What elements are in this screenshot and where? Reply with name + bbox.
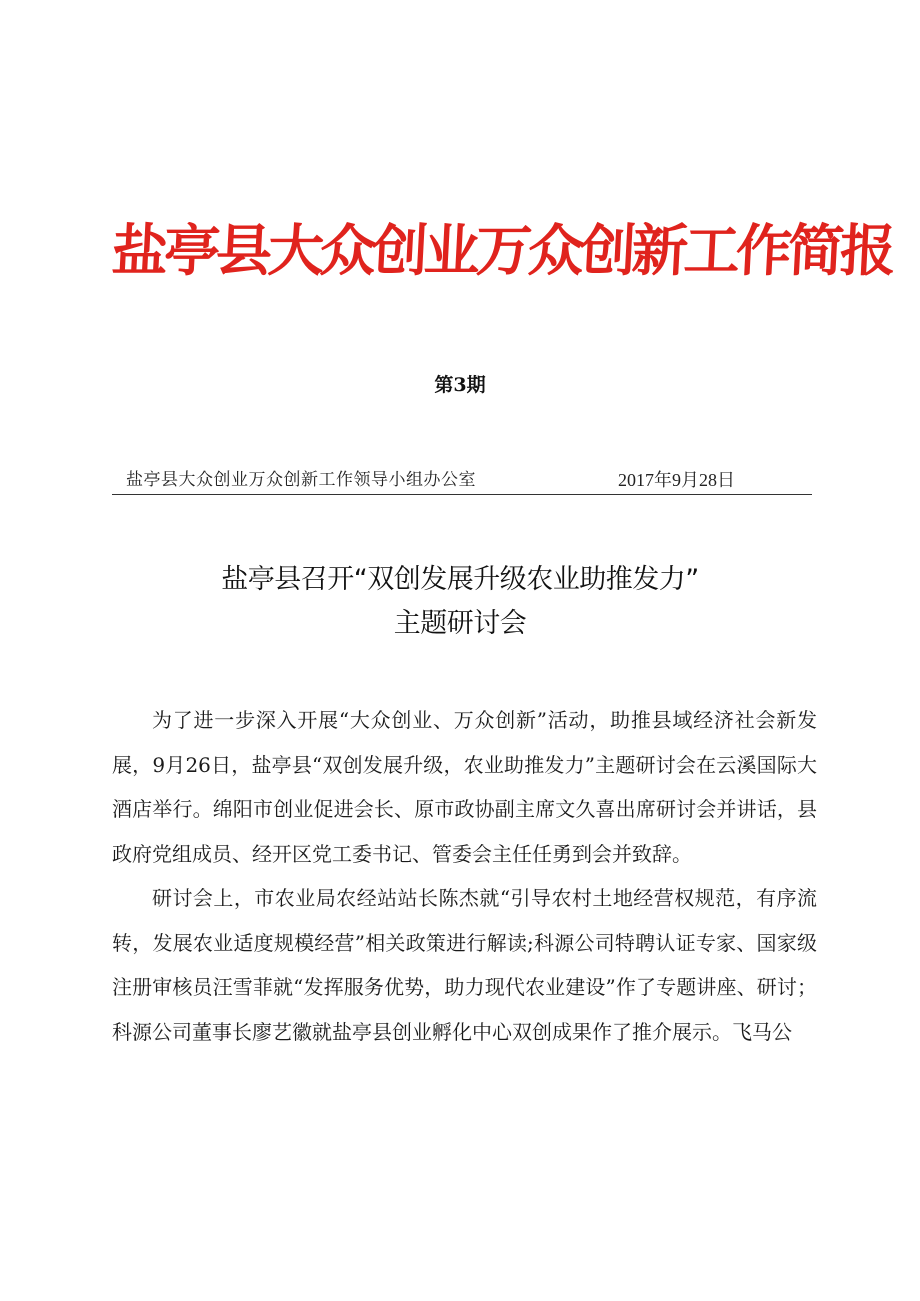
headline-line-1: 盐亭县召开“双创发展升级农业助推发力” — [221, 564, 699, 595]
issue-number: 第3期 — [434, 374, 486, 396]
headline-line-2: 主题研讨会 — [393, 608, 527, 639]
body-paragraph-2: 研讨会上，市农业局农经站站长陈杰就“引导农村土地经营权规范，有序流转，发展农业适度规模经营”相关政策进行解读;科源公司特聘认证专家、国家级注册审核员汪雪菲就“发挥服务优势，助力现代农业建设”作了专题讲座、研讨；科源公司董事长廖艺徽就盐亭县创业孵化中心双创成果作了推介展示。飞马公 — [112, 886, 817, 1044]
publisher-line — [112, 468, 812, 495]
article-body — [112, 698, 817, 1054]
issue-date: 2017年9月28日 — [618, 470, 735, 490]
body-paragraph-1: 为了进一步深入开展“大众创业、万众创新”活动，助推县域经济社会新发展，9月26日，盐亭县“双创发展升级，农业助推发力”主题研讨会在云溪国际大酒店举行。绵阳市创业促进会长、原市政协副主席文久喜出席研讨会并讲话，县政府党组成员、经开区党工委书记、管委会主任任勇到会并致辞。 — [112, 708, 817, 866]
issuing-office: 盐亭县大众创业万众创新工作领导小组办公室 — [126, 470, 476, 490]
article-headline — [0, 558, 920, 646]
bulletin-masthead: 盐亭县大众创业万众创新工作简报 — [110, 219, 894, 284]
